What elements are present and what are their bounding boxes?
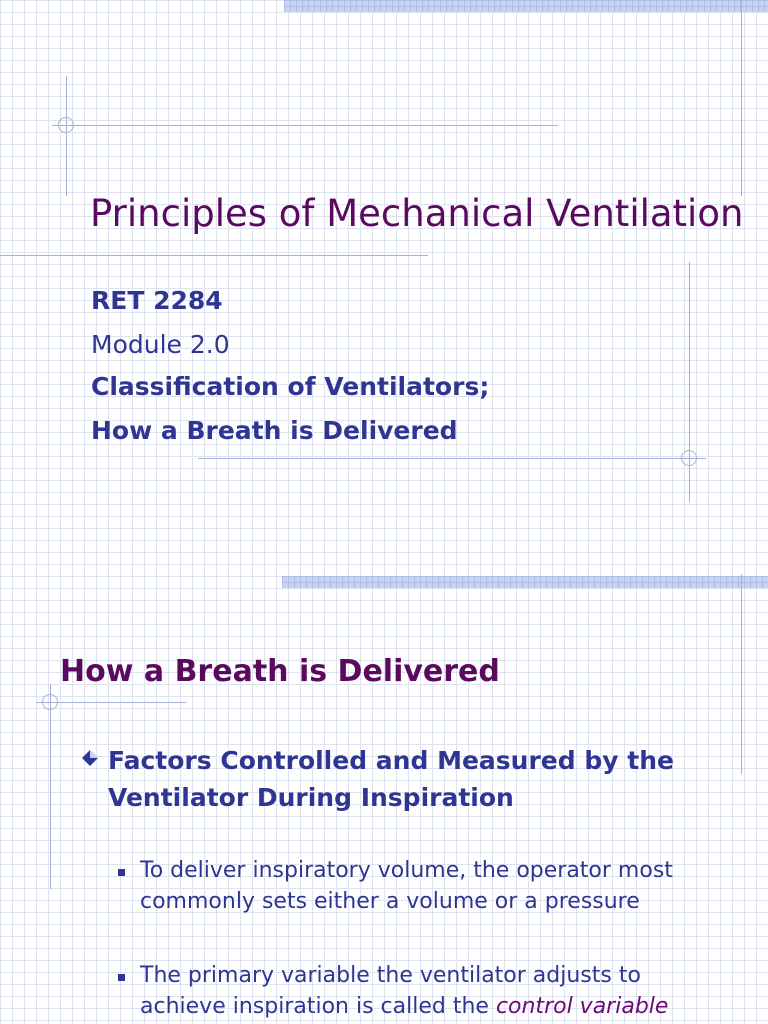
emphasis-term: control variable bbox=[495, 994, 669, 1019]
square-bullet-icon bbox=[118, 869, 125, 876]
content-slide bbox=[0, 574, 768, 1024]
course-code: RET 2284 bbox=[91, 286, 223, 315]
frame-line bbox=[66, 76, 67, 196]
frame-ring-decoration bbox=[58, 117, 74, 133]
frame-ring-decoration bbox=[42, 694, 58, 710]
subtitle-line-2: How a Breath is Delivered bbox=[91, 416, 458, 445]
sub-bullet-text: To deliver inspiratory volume, the operator most commonly sets either a volume or a pressure bbox=[140, 858, 673, 914]
square-bullet-icon bbox=[118, 974, 125, 981]
frame-line bbox=[741, 0, 742, 196]
sub-bullet-text-start: The primary variable the ventilator adjusts to achieve inspiration is called the bbox=[140, 963, 641, 1019]
diamond-bullet-icon bbox=[82, 750, 98, 766]
module-label: Module 2.0 bbox=[91, 330, 230, 359]
frame-line bbox=[50, 684, 51, 889]
sub-bullet-text bbox=[140, 960, 718, 1022]
frame-line bbox=[198, 458, 706, 459]
frame-line bbox=[741, 574, 742, 774]
frame-line bbox=[0, 255, 428, 256]
frame-line bbox=[52, 125, 558, 126]
frame-ring-decoration bbox=[681, 450, 697, 466]
accent-band bbox=[282, 576, 768, 588]
accent-band bbox=[284, 0, 768, 12]
frame-line bbox=[689, 262, 690, 502]
frame-line bbox=[36, 702, 186, 703]
subtitle-line-1: Classification of Ventilators; bbox=[91, 372, 490, 401]
slide-heading: How a Breath is Delivered bbox=[60, 654, 500, 689]
slide-title: Principles of Mechanical Ventilation bbox=[90, 192, 744, 235]
bullet-text: Factors Controlled and Measured by the Ventilator During Inspiration bbox=[108, 746, 674, 812]
